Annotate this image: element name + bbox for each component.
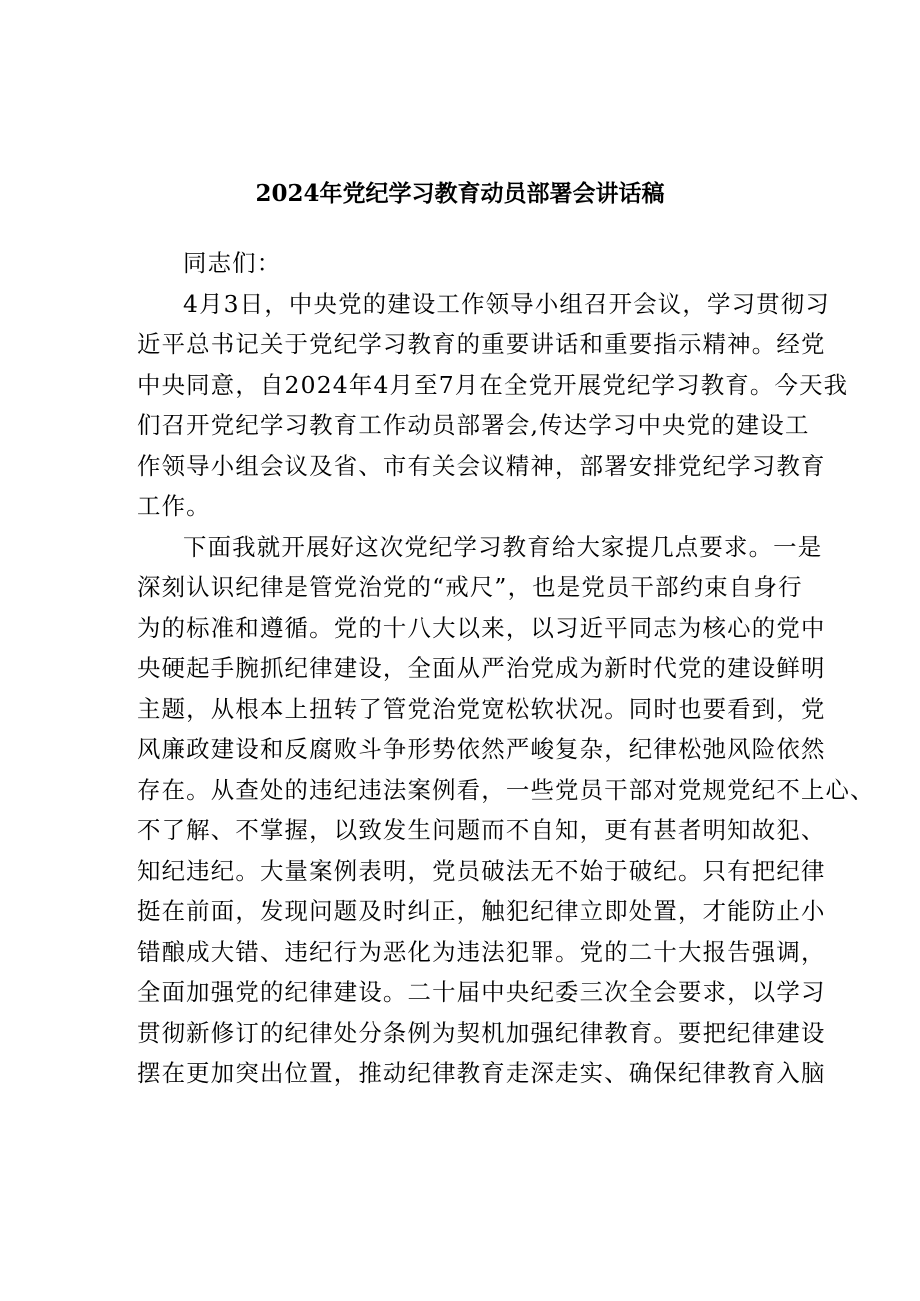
paragraph-line: 们召开党纪学习教育工作动员部署会,传达学习中央党的建设工 (137, 411, 810, 439)
paragraph-line: 作领导小组会议及省、市有关会议精神，部署安排党纪学习教育 (137, 451, 826, 480)
paragraph-line: 央硬起手腕抓纪律建设，全面从严治党成为新时代党的建设鲜明 (137, 654, 826, 682)
paragraph-line: 知纪违纪。大量案例表明，党员破法无不始于破纪。只有把纪律 (137, 856, 826, 885)
paragraph-line: 错酿成大错、违纪行为恶化为违法犯罪。党的二十大报告强调， (137, 937, 826, 966)
paragraph-line: 主题，从根本上扭转了管党治党宽松软状况。同时也要看到，党 (137, 694, 826, 723)
paragraph-line: 存在。从查处的违纪违法案例看，一些党员干部对党规党纪不上心、 (137, 775, 875, 804)
paragraph-line: 贯彻新修订的纪律处分条例为契机加强纪律教育。要把纪律建设 (137, 1018, 826, 1047)
document-title: 2024年党纪学习教育动员部署会讲话稿 (255, 180, 665, 207)
paragraph-line: 中央同意，自2024年4月至7月在全党开展党纪学习教育。今天我 (137, 370, 849, 399)
paragraph-line: 为的标准和遵循。党的十八大以来，以习近平同志为核心的党中 (137, 613, 826, 642)
paragraph-line: 风廉政建设和反腐败斗争形势依然严峻复杂，纪律松弛风险依然 (137, 735, 826, 763)
document-body (137, 243, 875, 1094)
paragraph-line: 深刻认识纪律是管党治党的“戒尺”，也是党员干部约束自身行 (137, 573, 803, 601)
paragraph-2 (137, 527, 875, 1094)
paragraph-line: 近平总书记关于党纪学习教育的重要讲话和重要指示精神。经党 (137, 330, 826, 358)
paragraph-line: 4月3日，中央党的建设工作领导小组召开会议，学习贯彻习 (183, 289, 830, 318)
paragraph-line: 摆在更加突出位置，推动纪律教育走深走实、确保纪律教育入脑 (137, 1059, 826, 1087)
paragraph-line: 工作。 (137, 492, 211, 520)
paragraph-line: 全面加强党的纪律建设。二十届中央纪委三次全会要求，以学习 (137, 978, 826, 1006)
paragraph-line: 下面我就开展好这次党纪学习教育给大家提几点要求。一是 (183, 532, 823, 561)
paragraph-line: 不了解、不掌握，以致发生问题而不自知，更有甚者明知故犯、 (137, 816, 826, 844)
paragraph-line: 挺在前面，发现问题及时纠正，触犯纪律立即处置，才能防止小 (137, 897, 826, 925)
paragraph-1 (137, 284, 849, 527)
salutation: 同志们： (183, 249, 282, 277)
